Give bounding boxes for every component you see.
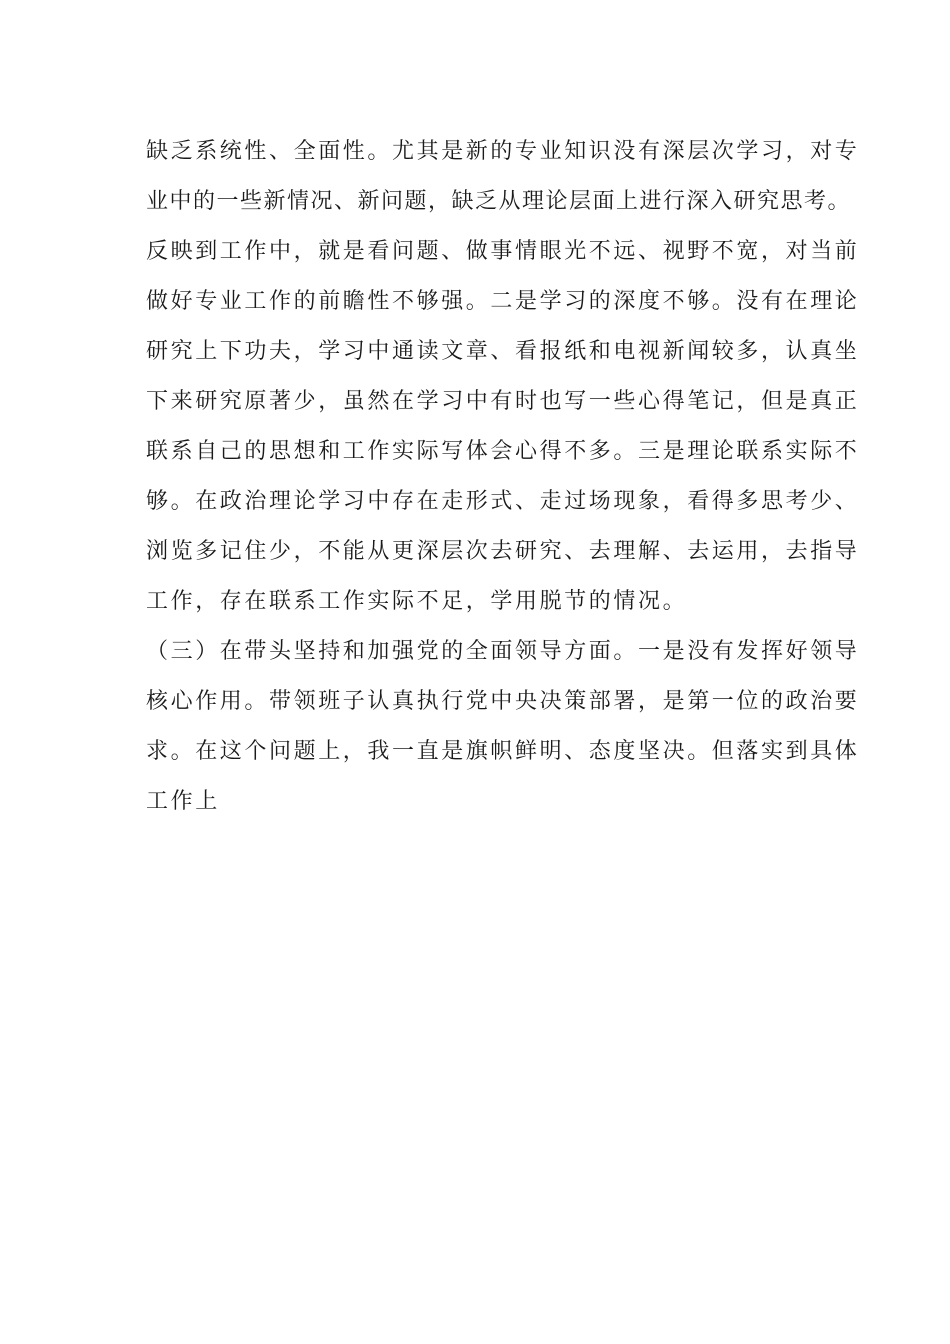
text-line: 反映到工作中，就是看问题、做事情眼光不远、视野不宽，对当前: [146, 239, 860, 264]
text-line: 够。在政治理论学习中存在走形式、走过场现象，看得多思考少、: [146, 489, 860, 514]
text-line: 缺乏系统性、全面性。尤其是新的专业知识没有深层次学习，对专: [146, 139, 860, 164]
text-line: 下来研究原著少，虽然在学习中有时也写一些心得笔记，但是真正: [146, 389, 860, 414]
text-line: 联系自己的思想和工作实际写体会心得不多。三是理论联系实际不: [146, 439, 860, 464]
section-heading-line: （三）在带头坚持和加强党的全面领导方面。一是没有发挥好领导: [146, 639, 860, 664]
text-line: 业中的一些新情况、新问题，缺乏从理论层面上进行深入研究思考。: [146, 189, 852, 214]
text-line: 做好专业工作的前瞻性不够强。二是学习的深度不够。没有在理论: [146, 289, 860, 314]
body-text: [146, 127, 860, 827]
text-line: 工作上: [146, 789, 220, 814]
text-line: 求。在这个问题上，我一直是旗帜鲜明、态度坚决。但落实到具体: [146, 739, 860, 764]
text-line: 核心作用。带领班子认真执行党中央决策部署，是第一位的政治要: [146, 689, 860, 714]
text-line: 浏览多记住少，不能从更深层次去研究、去理解、去运用，去指导: [146, 539, 860, 564]
text-line: 研究上下功夫，学习中通读文章、看报纸和电视新闻较多，认真坐: [146, 339, 860, 364]
text-line: 工作，存在联系工作实际不足，学用脱节的情况。: [146, 589, 688, 614]
